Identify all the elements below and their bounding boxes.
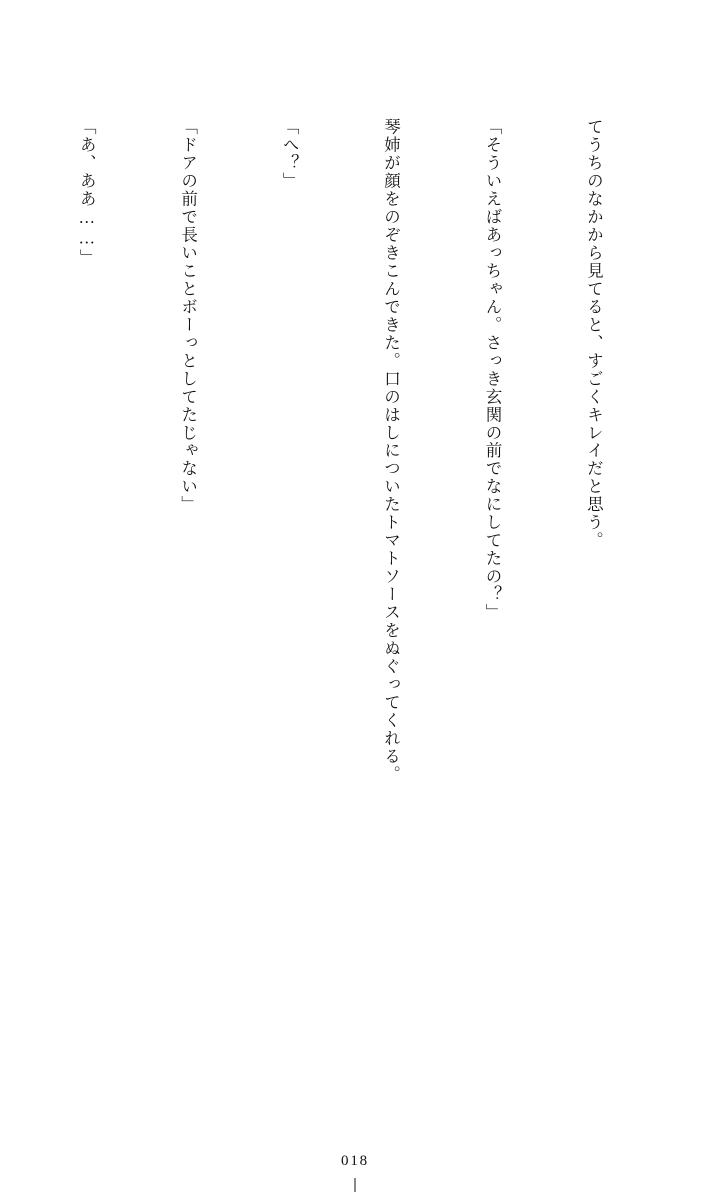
paragraph: 琴姉が顔をのぞきこんできた。口のはしについたトマトソースをぬぐってくれる。 — [381, 118, 401, 784]
paragraph: てうちのなかから見てると、すごくキレイだと思う。 — [584, 118, 604, 550]
page-center-mark — [355, 1178, 356, 1192]
paragraph: 「へ？」 — [280, 118, 300, 190]
paragraph: 「そういえばあっちゃん。さっき玄関の前でなにしてたの？」 — [482, 118, 502, 622]
paragraph — [0, 118, 2, 1128]
body-text — [58, 118, 678, 1128]
paragraph: 「ドアの前で長いことボーっとしてたじゃない」 — [178, 118, 198, 514]
page-number: 018 — [341, 1153, 369, 1169]
paragraph: 「あ、ああ……」 — [77, 118, 97, 267]
